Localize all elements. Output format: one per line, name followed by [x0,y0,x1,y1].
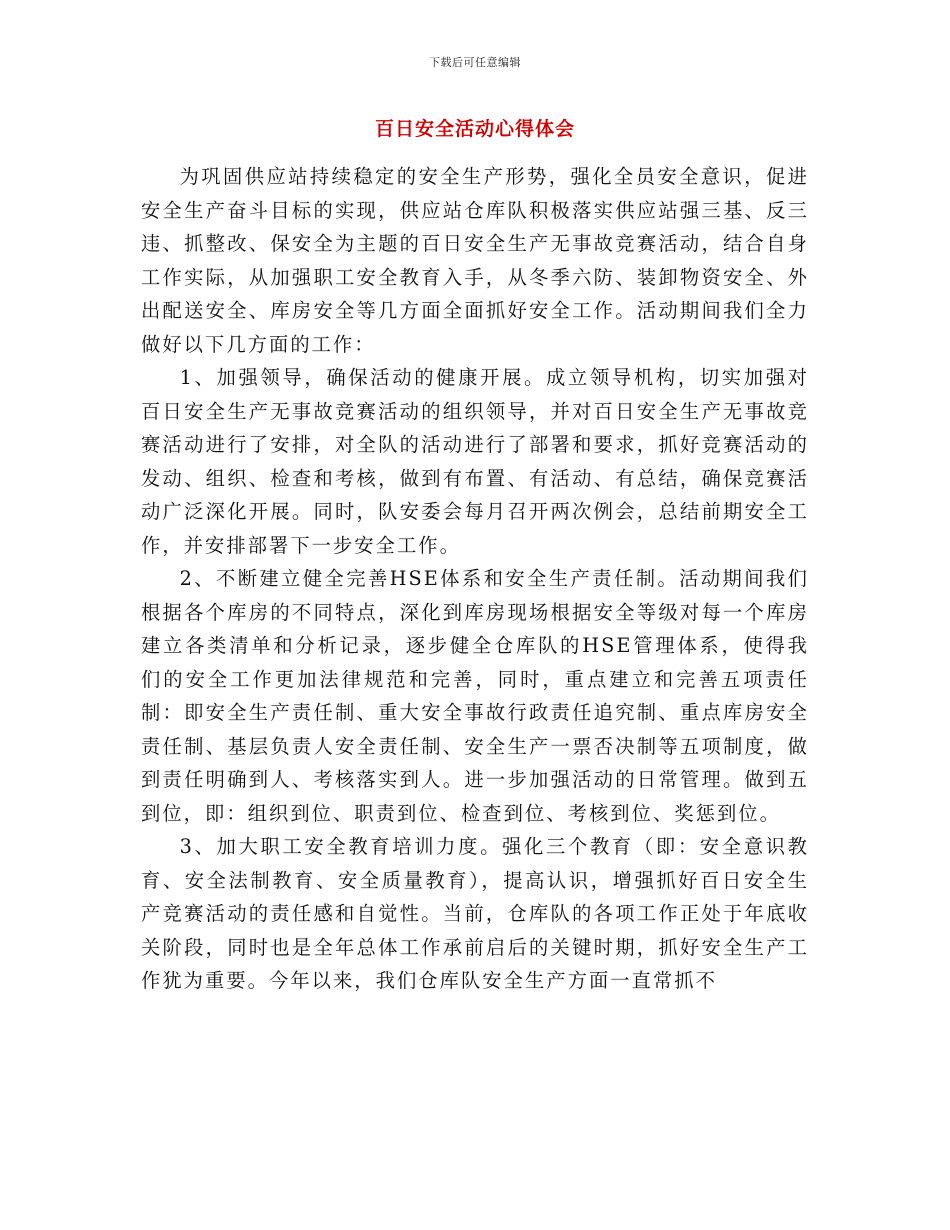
paragraph-intro: 为巩固供应站持续稳定的安全生产形势，强化全员安全意识，促进安全生产奋斗目标的实现，供应站仓库队积极落实供应站强三基、反三违、抓整改、保安全为主题的百日安全生产无事故竞赛活动，结合自身工作实际，从加强职工安全教育入手，从冬季六防、装卸物资安全、外出配送安全、库房安全等几方面全面抓好安全工作。活动期间我们全力做好以下几方面的工作： [141,165,809,356]
page-title: 百日安全活动心得体会 [374,118,575,140]
document-body [141,160,809,998]
header-note: 下载后可任意编辑 [429,56,521,69]
paragraph-1: 1、加强领导，确保活动的健康开展。成立领导机构，切实加强对百日安全生产无事故竞赛活动的组织领导，并对百日安全生产无事故竞赛活动进行了安排，对全队的活动进行了部署和要求，抓好竞赛活动的发动、组织、检查和考核，做到有布置、有活动、有总结，确保竞赛活动广泛深化开展。同时，队安委会每月召开两次例会，总结前期安全工作，并安排部署下一步安全工作。 [141,366,809,557]
paragraph-2: 2、不断建立健全完善HSE体系和安全生产责任制。活动期间我们根据各个库房的不同特点，深化到库房现场根据安全等级对每一个库房建立各类清单和分析记录，逐步健全仓库队的HSE管理体系，使得我们的安全工作更加法律规范和完善，同时，重点建立和完善五项责任制：即安全生产责任制、重大安全事故行政责任追究制、重点库房安全责任制、基层负责人安全责任制、安全生产一票否决制等五项制度，做到责任明确到人、考核落实到人。进一步加强活动的日常管理。做到五到位，即：组织到位、职责到位、检查到位、考核到位、奖惩到位。 [141,567,809,825]
paragraph-3: 3、加大职工安全教育培训力度。强化三个教育（即：安全意识教育、安全法制教育、安全质量教育），提高认识，增强抓好百日安全生产竞赛活动的责任感和自觉性。当前，仓库队的各项工作正处于年底收关阶段，同时也是全年总体工作承前启后的关键时期，抓好安全生产工作犹为重要。今年以来，我们仓库队安全生产方面一直常抓不 [141,835,809,992]
